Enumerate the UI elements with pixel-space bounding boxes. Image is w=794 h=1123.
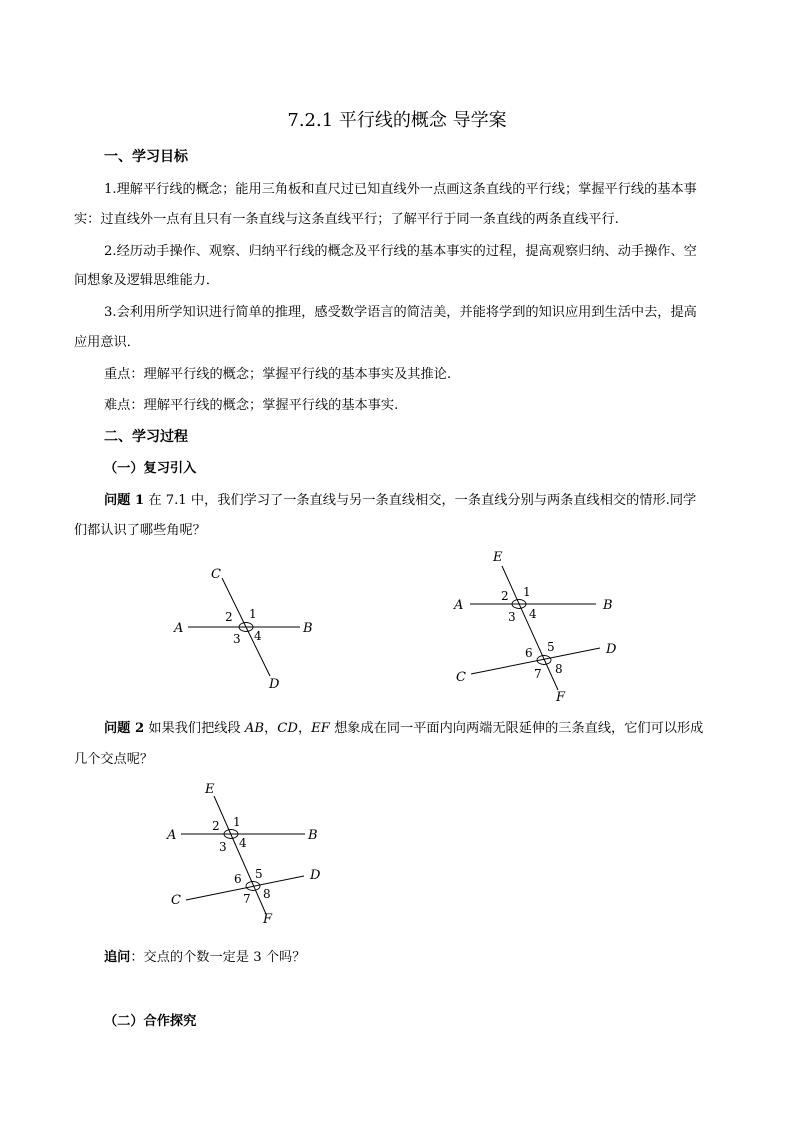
label-d: D: [269, 677, 280, 692]
segment-ef: EF: [311, 721, 330, 736]
goal-1-line-1: 1.理解平行线的概念；能用三角板和直尺过已知直线外一点画这条直线的平行线；掌握平行线的基本事: [104, 182, 697, 197]
line-ef: [214, 796, 266, 914]
goal-1-line-2: 实：过直线外一点有且只有一条直线与这条直线平行；了解平行于同一条直线的两条直线平行.: [74, 212, 619, 227]
question-2-sep-2: ，: [297, 721, 312, 736]
angle-1: 1: [249, 607, 257, 621]
section-heading-goals: 一、学习目标: [104, 149, 188, 165]
label-c: C: [171, 893, 181, 908]
question-1-line-1: [104, 489, 696, 508]
angle-3: 3: [219, 840, 227, 854]
angle-7: 7: [243, 892, 251, 906]
goal-2-line-2: 间想象及逻辑思维能力．: [74, 273, 220, 288]
label-e: E: [205, 782, 215, 797]
label-f: F: [556, 690, 566, 705]
angle-5: 5: [255, 867, 263, 881]
figure-transversal: [448, 545, 628, 705]
angle-1: 1: [233, 815, 241, 829]
angle-6: 6: [234, 872, 242, 886]
question-2-line-2: 几个交点呢？: [74, 752, 154, 767]
label-c: C: [211, 567, 221, 582]
question-2-text-pre: 如果我们把线段: [144, 721, 245, 736]
question-1-text: 在 7.1 中，我们学习了一条直线与另一条直线相交，一条直线分别与两条直线相交的情形.同学: [144, 493, 697, 508]
label-b: B: [303, 621, 313, 636]
label-f: F: [263, 912, 273, 927]
segment-cd: CD: [277, 721, 298, 736]
section-heading-process: 二、学习过程: [104, 429, 188, 445]
goal-3-line-2: 应用意识．: [74, 335, 140, 350]
page-title: 7.2.1 平行线的概念 导学案: [287, 110, 507, 131]
follow-up-question: [104, 946, 305, 965]
segment-ab: AB: [244, 721, 265, 736]
figure-three-lines: [160, 775, 340, 935]
angle-3: 3: [508, 610, 516, 624]
angle-4: 4: [529, 607, 537, 621]
figure-intersecting-lines: [165, 560, 325, 695]
angle-1: 1: [523, 585, 531, 599]
subsection-cooperative-inquiry: （二）合作探究: [104, 1014, 197, 1029]
label-b: B: [603, 598, 613, 613]
goal-2-line-1: 2.经历动手操作、观察、归纳平行线的概念及平行线的基本事实的过程，提高观察归纳、动手操作、空: [104, 244, 697, 259]
difficulty: 难点：理解平行线的概念；掌握平行线的基本事实.: [104, 398, 399, 413]
label-a: A: [454, 598, 464, 613]
angle-2: 2: [212, 819, 220, 833]
angle-2: 2: [501, 589, 509, 603]
angle-2: 2: [225, 610, 233, 624]
label-a: A: [174, 621, 184, 636]
question-2-text-post: 想象成在同一平面内向两端无限延伸的三条直线，它们可以形成: [329, 721, 704, 736]
angle-6: 6: [525, 646, 533, 660]
label-d: D: [310, 868, 321, 883]
subsection-review: （一）复习引入: [104, 461, 197, 476]
label-b: B: [308, 828, 318, 843]
angle-8: 8: [555, 662, 563, 676]
question-2-sep-1: ，: [264, 721, 278, 736]
label-a: A: [167, 828, 177, 843]
angle-5: 5: [547, 640, 555, 654]
question-2-line-1: [104, 717, 703, 736]
follow-up-label: 追问: [104, 950, 131, 965]
label-d: D: [606, 642, 617, 657]
question-1-line-2: 们都认识了哪些角呢？: [74, 523, 206, 538]
label-c: C: [456, 670, 466, 685]
question-1-label: 问题 1: [104, 493, 145, 508]
question-2-label: 问题 2: [104, 721, 145, 736]
angle-8: 8: [263, 887, 271, 901]
angle-4: 4: [239, 836, 247, 850]
label-e: E: [493, 550, 503, 565]
key-point: 重点：理解平行线的概念；掌握平行线的基本事实及其推论.: [104, 367, 452, 382]
angle-7: 7: [534, 667, 542, 681]
angle-3: 3: [233, 632, 241, 646]
goal-3-line-1: 3.会利用所学知识进行简单的推理，感受数学语言的简洁美，并能将学到的知识应用到生活中去，提高: [104, 305, 697, 320]
follow-up-text: ：交点的个数一定是 3 个吗？: [130, 950, 306, 965]
angle-4: 4: [254, 629, 262, 643]
